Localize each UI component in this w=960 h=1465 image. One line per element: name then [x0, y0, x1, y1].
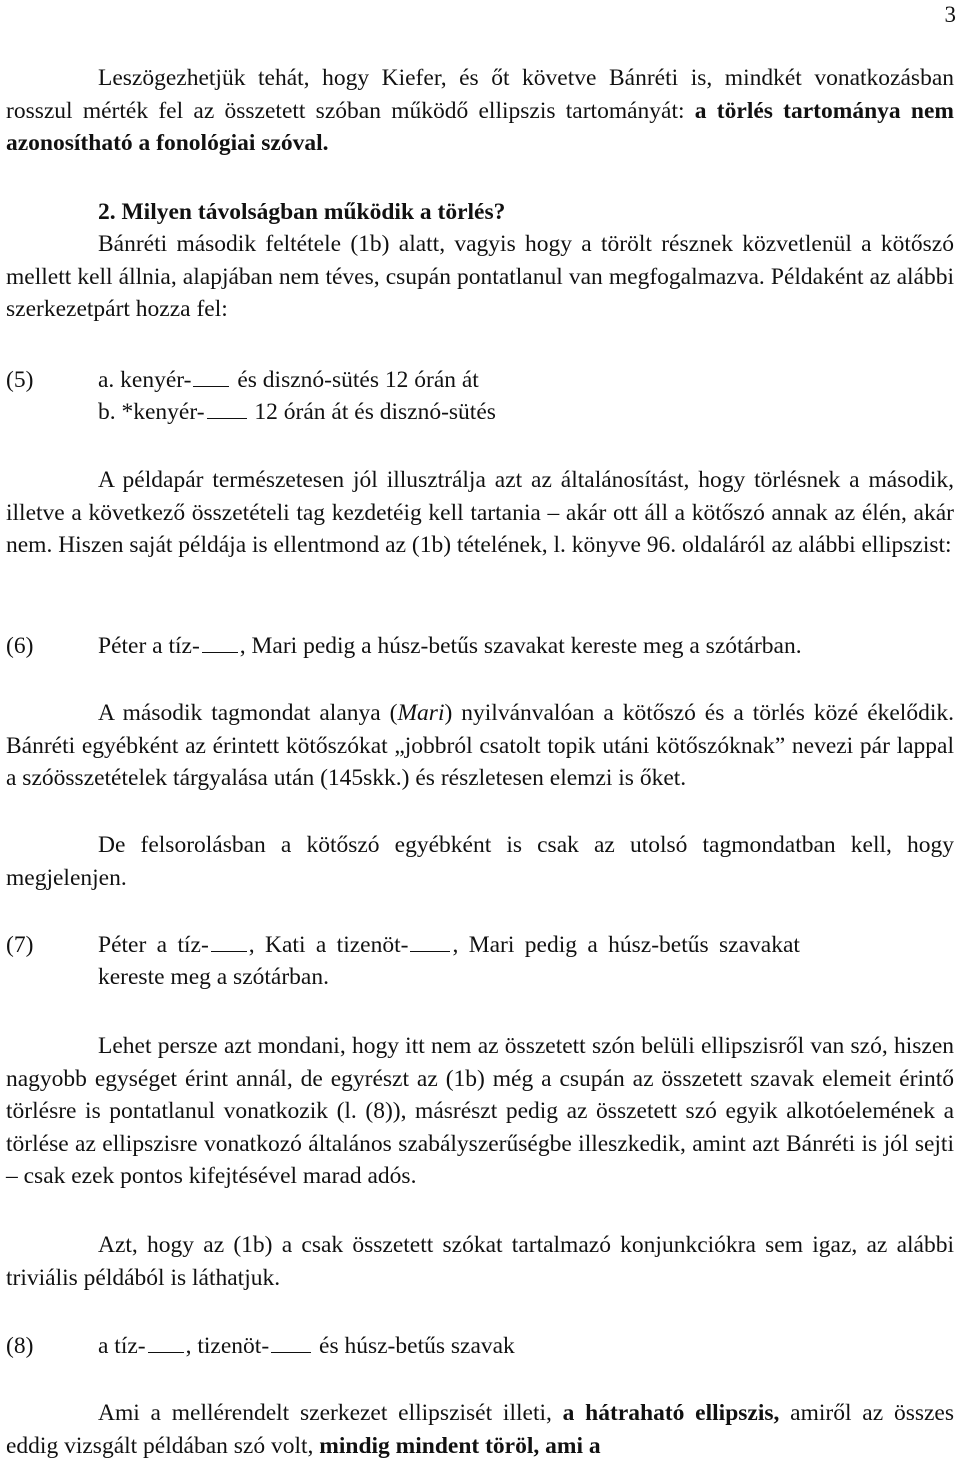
example-5a-post: és disznó-sütés 12 órán át [231, 367, 479, 393]
example-8-seg-2: , tizenöt- [185, 1333, 270, 1359]
example-6-post: , Mari pedig a húsz-betűs szavakat kereste meg a szótárban. [239, 633, 802, 659]
example-8-number: (8) [6, 1333, 34, 1359]
paragraph-4 [6, 697, 954, 795]
paragraph-8-pre: Ami a mellérendelt szerkezet ellipszisét illeti, [98, 1400, 563, 1426]
example-5-number: (5) [6, 367, 34, 393]
example-5a [98, 364, 479, 396]
example-6-number: (6) [6, 633, 34, 659]
paragraph-5: De felsorolásban a kötőszó egyébként is csak az utolsó tagmondatban kell, hogy megjelenjen. [6, 832, 954, 891]
example-7-seg-2: , Kati a tizenöt- [248, 932, 409, 958]
ellipsis-gap [148, 1351, 184, 1353]
example-8 [98, 1330, 515, 1362]
paragraph-4-italic: Mari [397, 700, 445, 726]
example-6-pre: Péter a tíz- [98, 633, 200, 659]
page-number: 3 [944, 2, 956, 27]
paragraph-8 [6, 1397, 954, 1462]
example-5b-post: 12 órán át és disznó-sütés [248, 399, 496, 425]
example-5b [98, 396, 496, 428]
example-8-seg-3: és húsz-betűs szavak [313, 1333, 515, 1359]
section-heading: 2. Milyen távolságban működik a törlés? [98, 199, 506, 225]
paragraph-8-mid: amiről az összes eddig vizsgált példában szó volt, [6, 1400, 954, 1459]
paragraph-8-bold-1: a hátraható ellipszis, [562, 1400, 780, 1426]
paragraph-4-pre: A második tagmondat alanya ( [98, 700, 398, 726]
paragraph-1-bold: a törlés tartománya nem azonosítható a fonológiai szóval. [6, 97, 954, 157]
paragraph-3: A példapár természetesen jól illusztrálja azt az általánosítást, hogy törlésnek a második, illetve a következő összetételi tag kezdetéig kell tartania – akár ott áll a kötőszó annak az élén, akár nem. Hiszen saját példája is ellentmond az (1b) tételének, l. könyve 96. oldaláról az alábbi ellipszist: [6, 467, 954, 559]
ellipsis-gap [271, 1351, 311, 1353]
paragraph-6: Lehet persze azt mondani, hogy itt nem az összetett szón belüli ellipszisről van szó, hiszen nagyobb egységet érint annál, de egyrészt az (1b) még a csupán az összetett szavak elemeit érintő törlésre is pontatlanul vonatkozik (l. (8)), másrészt pedig az összetett szó egyik alkotóelemének a törlése az ellipszisre vonatkozó általános szabályszerűségbe illeszkedik, amint azt Bánréti is jól sejti – csak ezek pontos kifejtésével marad adós. [6, 1033, 954, 1190]
ellipsis-gap [410, 950, 450, 952]
example-7-line-1 [98, 929, 800, 961]
paragraph-1 [6, 62, 954, 160]
paragraph-8-bold-2: mindig mindent töröl, ami a [319, 1432, 601, 1459]
example-7-line-2: kereste meg a szótárban. [98, 964, 329, 990]
paragraph-1-text: Leszögezhetjük tehát, hogy Kiefer, és őt követve Bánréti is, mindkét vonatkozásban rosszul mérték fel az összetett szóban működő ellipszis tartományát: [6, 65, 954, 124]
paragraph-7: Azt, hogy az (1b) a csak összetett szókat tartalmazó konjunkciókra sem igaz, az alábbi triviális példából is láthatjuk. [6, 1232, 954, 1291]
example-7-seg-3: , Mari pedig a húsz-betűs szavakat [452, 932, 800, 958]
ellipsis-gap [211, 950, 247, 952]
example-5a-pre: a. kenyér- [98, 367, 192, 393]
example-7-number: (7) [6, 932, 34, 958]
example-5b-pre: b. *kenyér- [98, 399, 205, 425]
paragraph-2: Bánréti második feltétele (1b) alatt, vagyis hogy a törölt résznek közvetlenül a kötőszó mellett kell állnia, alapjában nem téves, csupán pontatlanul van megfogalmazva. Példaként az alábbi szerkezetpárt hozza fel: [6, 231, 954, 323]
ellipsis-gap [193, 385, 229, 387]
example-7-seg-1: Péter a tíz- [98, 932, 209, 958]
paragraph-4-post: ) nyilvánvalóan a kötőszó és a törlés közé ékelődik. Bánréti egyébként az érintett kötőszókat „jobbról csatolt topik utáni kötőszóknak” nevezi pár lappal a szóösszetételek tárgyalása után (145skk.) és részletesen elemzi is őket. [6, 700, 954, 792]
ellipsis-gap [207, 417, 247, 419]
example-6 [98, 630, 802, 662]
ellipsis-gap [202, 651, 238, 653]
example-8-seg-1: a tíz- [98, 1333, 146, 1359]
